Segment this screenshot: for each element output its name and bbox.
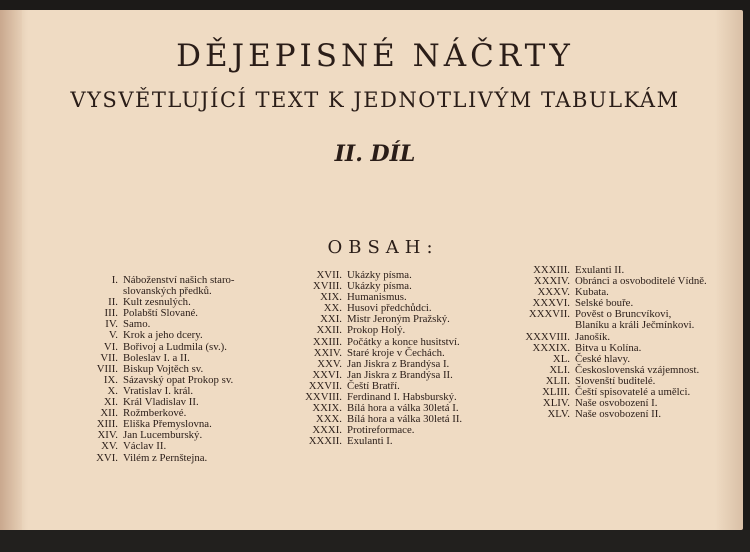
entry-number: XLIII. — [542, 386, 570, 399]
entry-number: XXIII. — [312, 335, 342, 348]
entry-title: Jan Jiskra z Brandýsa I. — [347, 357, 450, 370]
contents-column-1 — [88, 275, 263, 464]
entry-title: Janošík. — [575, 330, 611, 343]
entry-number: I. — [111, 274, 118, 286]
entry-title: Husovi předchůdci. — [347, 302, 432, 315]
entry-number: XL. — [552, 352, 570, 365]
entry-number: XXIV. — [313, 346, 342, 359]
entry-title: Ukázky písma. — [347, 280, 412, 293]
entry-number: XIX. — [320, 291, 342, 304]
entry-number: XXVIII. — [305, 391, 342, 404]
entry-number: XXXVI. — [532, 297, 570, 310]
entry-title: Naše osvobození II. — [575, 408, 662, 421]
entry-title: Mistr Jeroným Pražský. — [347, 313, 450, 326]
entry-title: Samo. — [123, 318, 151, 331]
entry-title: Vratislav I. král. — [123, 384, 194, 397]
contents-entry — [88, 342, 263, 353]
entry-title: Čeští spisovatelé a umělci. — [575, 386, 691, 399]
entry-number: XV. — [101, 440, 118, 453]
entry-number: XXVII. — [308, 379, 342, 392]
entry-number: XXIX. — [312, 402, 342, 415]
contents-entry — [300, 436, 497, 447]
entry-number: X. — [107, 384, 118, 397]
entry-number: XIV. — [97, 429, 118, 442]
entry-number: XXXIII. — [533, 264, 570, 276]
entry-title: Obránci a osvoboditelé Vídně. — [575, 275, 707, 288]
entry-number: XLV. — [547, 408, 570, 421]
part-label: II. DÍL — [334, 141, 416, 167]
entry-number: XVI. — [96, 451, 118, 464]
entry-title: Biskup Vojtěch sv. — [123, 362, 204, 375]
entry-title: Bílá hora a válka 30letá II. — [347, 413, 463, 426]
entry-number: III. — [104, 307, 118, 320]
entry-number: XVIII. — [312, 280, 342, 293]
entry-number: XX. — [323, 302, 342, 315]
entry-title: Ferdinand I. Habsburský. — [347, 391, 457, 404]
entry-title: Kubata. — [575, 286, 609, 299]
entry-title: Eliška Přemyslovna. — [123, 418, 212, 431]
entry-title: Prokop Holý. — [347, 324, 406, 337]
entry-title: Československá vzájemnost. — [575, 363, 700, 376]
entry-number: XLII. — [545, 374, 570, 387]
entry-title: Boleslav I. a II. — [123, 351, 190, 364]
entry-title: Exulanti II. — [575, 264, 625, 276]
entry-title: Ukázky písma. — [347, 269, 412, 281]
entry-number: XI. — [103, 396, 118, 409]
entry-title: České hlavy. — [575, 352, 631, 365]
entry-number: XXXII. — [308, 435, 342, 448]
page-title: DĚJEPISNÉ NÁČRTY — [176, 38, 574, 74]
entry-title: Bořivoj a Ludmila (sv.). — [123, 340, 227, 353]
entry-title: Bílá hora a válka 30letá I. — [347, 402, 459, 415]
entry-number: XVII. — [316, 269, 342, 281]
entry-number: XXXIX. — [532, 341, 570, 354]
contents-entry — [520, 409, 707, 420]
entry-number: XII. — [100, 407, 118, 420]
contents-entry — [88, 275, 263, 297]
entry-title: Rožmberkové. — [123, 407, 187, 420]
contents-entry — [88, 330, 263, 341]
entry-number: IX. — [103, 373, 118, 386]
entry-title: Náboženství našich staro-slovanských předků. — [123, 274, 235, 298]
contents-heading: OBSAH: — [327, 237, 439, 258]
entry-number: XXXI. — [312, 424, 342, 437]
contents-column-2 — [300, 270, 497, 448]
entry-title: Jan Jiskra z Brandýsa II. — [347, 368, 453, 381]
entry-title: Jan Lucemburský. — [123, 429, 203, 442]
entry-number: XXI. — [320, 313, 342, 326]
entry-title: Kult zesnulých. — [123, 296, 191, 309]
entry-title: Vilém z Pernštejna. — [123, 451, 208, 464]
entry-number: XXX. — [315, 413, 342, 426]
entry-number: VI. — [103, 340, 118, 353]
contents-entry — [520, 332, 707, 343]
entry-title: Pověst o Bruncvíkovi, Blaníku a králi Ječmínkovi. — [575, 308, 695, 332]
contents-entry — [88, 441, 263, 452]
entry-number: IV. — [105, 318, 118, 331]
entry-number: VII. — [100, 351, 118, 364]
entry-title: Humanismus. — [347, 291, 407, 304]
page-subtitle: VYSVĚTLUJÍCÍ TEXT K JEDNOTLIVÝM TABULKÁM — [70, 88, 680, 112]
contents-entry — [300, 337, 497, 348]
entry-number: XLI. — [549, 363, 570, 376]
entry-title: Bitva u Kolína. — [575, 341, 642, 354]
entry-title: Václav II. — [123, 440, 167, 453]
entry-number: XXV. — [317, 357, 342, 370]
entry-title: Staré kroje v Čechách. — [347, 346, 445, 359]
entry-title: Selské bouře. — [575, 297, 634, 310]
entry-title: Počátky a konce husitství. — [347, 335, 460, 348]
entry-title: Krok a jeho dcery. — [123, 329, 203, 342]
contents-entry — [300, 325, 497, 336]
entry-title: Král Vladislav II. — [123, 396, 199, 409]
entry-number: XXII. — [316, 324, 342, 337]
entry-number: II. — [108, 296, 118, 309]
entry-title: Čeští Bratří. — [347, 379, 400, 392]
entry-number: XXXIV. — [533, 275, 570, 288]
entry-number: XIII. — [96, 418, 118, 431]
entry-number: V. — [108, 329, 118, 342]
entry-number: XLIV. — [542, 397, 570, 410]
page-bottom-edge — [0, 530, 750, 552]
entry-title: Slovenští buditelé. — [575, 374, 656, 387]
entry-title: Sázavský opat Prokop sv. — [123, 373, 234, 386]
entry-number: XXXV. — [537, 286, 570, 299]
entry-number: VIII. — [96, 362, 118, 375]
entry-title: Protireformace. — [347, 424, 415, 437]
entry-title: Exulanti I. — [347, 435, 393, 448]
entry-number: XXVI. — [312, 368, 342, 381]
contents-entry — [88, 453, 263, 464]
contents-column-3 — [520, 265, 707, 420]
contents-entry — [520, 309, 707, 331]
entry-number: XXXVIII. — [525, 330, 570, 343]
entry-title: Polabští Slované. — [123, 307, 198, 320]
entry-title: Naše osvobození I. — [575, 397, 658, 410]
entry-number: XXXVII. — [528, 308, 570, 321]
